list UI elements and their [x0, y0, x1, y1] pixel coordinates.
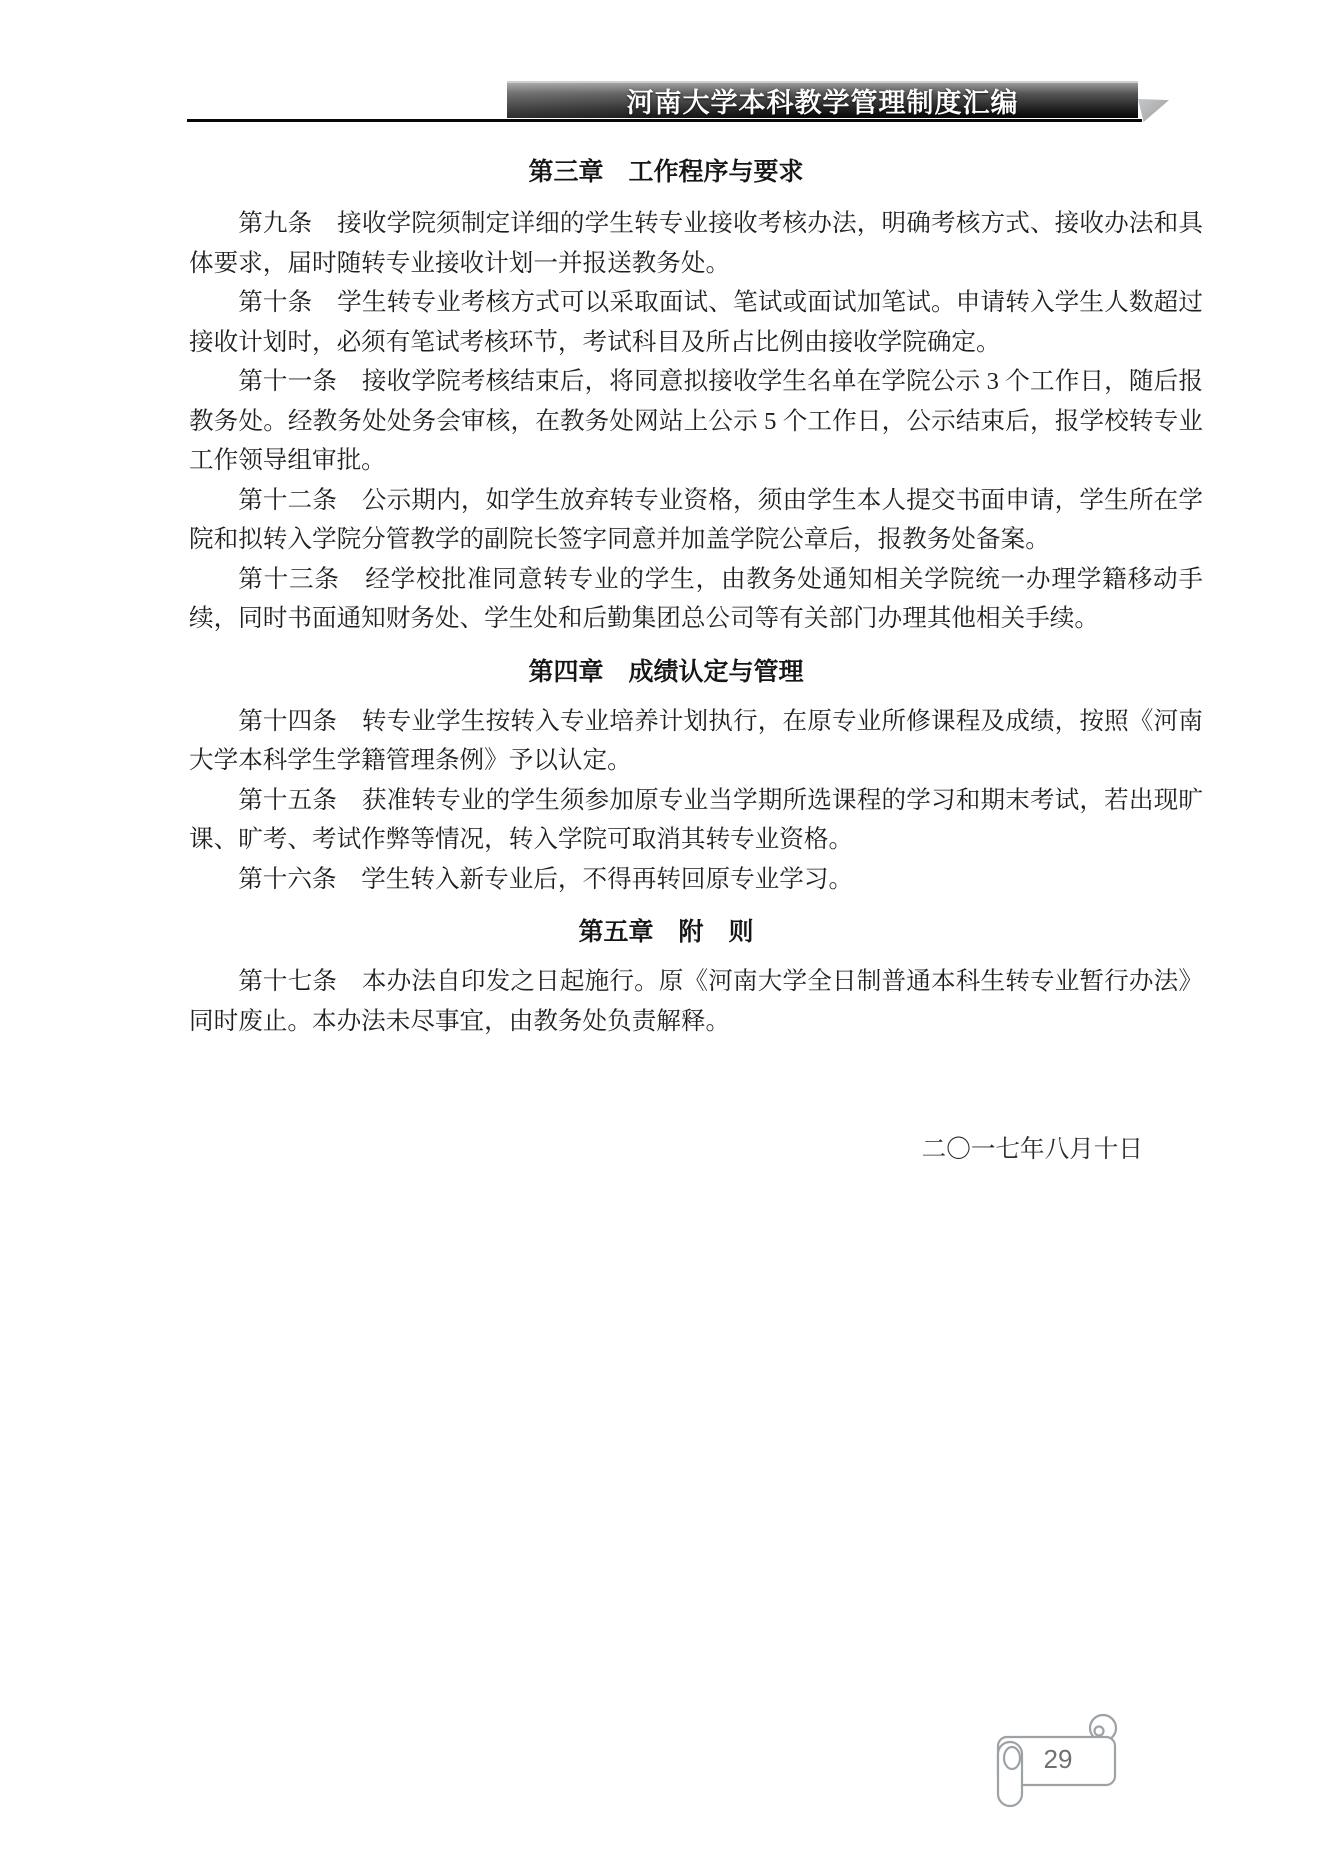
document-date: 二〇一七年八月十日 [921, 1136, 1143, 1163]
paragraph-article-14: 第十四条 转专业学生按转入专业培养计划执行，在原专业所修课程及成绩，按照《河南大学本科学生学籍管理条例》予以认定。 [189, 707, 1203, 774]
header-pennant-icon [1138, 99, 1169, 122]
chapter-title: 第三章 工作程序与要求 [528, 158, 804, 186]
header-banner [507, 81, 1138, 118]
chapter-title: 第五章 附 则 [578, 918, 754, 946]
scroll-icon [986, 1708, 1131, 1816]
chapter-4 [189, 652, 1203, 900]
header-rule-line [187, 119, 1142, 122]
paragraph-article-16: 第十六条 学生转入新专业后，不得再转回原专业学习。 [238, 865, 854, 893]
header-banner-title: 河南大学本科教学管理制度汇编 [626, 88, 1019, 118]
paragraph-article-11: 第十一条 接收学院考核结束后，将同意拟接收学生名单在学院公示 3 个工作日，随后报教务处。经教务处处务会审核，在教务处网站上公示 5 个工作日，公示结束后，报学校转专业工作领导组审批。 [189, 368, 1203, 474]
paragraph-article-15: 第十五条 获准转专业的学生须参加原专业当学期所选课程的学习和期末考试，若出现旷课、旷考、考试作弊等情况，转入学院可取消其转专业资格。 [189, 786, 1203, 853]
chapter-title: 第四章 成绩认定与管理 [528, 657, 804, 686]
paragraph-article-17: 第十七条 本办法自印发之日起施行。原《河南大学全日制普通本科生转专业暂行办法》同时废止。本办法未尽事宜，由教务处负责解释。 [189, 968, 1203, 1035]
paragraph-article-13: 第十三条 经学校批准同意转专业的学生，由教务处通知相关学院统一办理学籍移动手续，同时书面通知财务处、学生处和后勤集团总公司等有关部门办理其他相关手续。 [189, 565, 1203, 632]
chapter-5 [189, 912, 1203, 1041]
page-number: 29 [1043, 1744, 1073, 1774]
paragraph-article-9: 第九条 接收学院须制定详细的学生转专业接收考核办法，明确考核方式、接收办法和具体要求，届时随转专业接收计划一并报送教务处。 [189, 210, 1203, 277]
paragraph-article-12: 第十二条 公示期内，如学生放弃转专业资格，须由学生本人提交书面申请，学生所在学院和拟转入学院分管教学的副院长签字同意并加盖学院公章后，报教务处备案。 [189, 486, 1203, 553]
chapter-3 [189, 152, 1203, 639]
page-number-scroll-icon [986, 1708, 1131, 1816]
document-content [189, 152, 1203, 1170]
paragraph-article-10: 第十条 学生转专业考核方式可以采取面试、笔试或面试加笔试。申请转入学生人数超过接收计划时，必须有笔试考核环节，考试科目及所占比例由接收学院确定。 [189, 289, 1203, 356]
